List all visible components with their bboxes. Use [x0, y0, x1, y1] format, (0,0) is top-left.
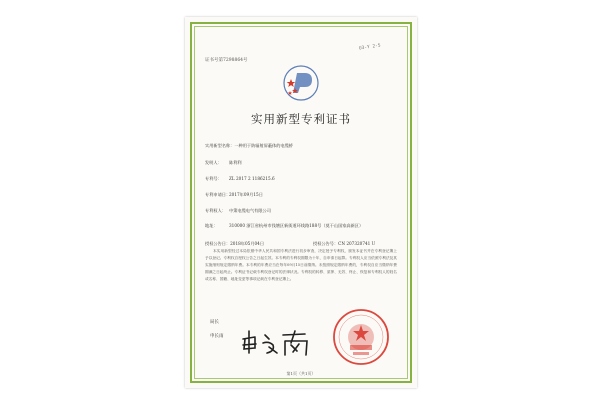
field-value: 2018年05月04日: [230, 241, 265, 246]
field-inventor: [205, 160, 242, 166]
field-grant-number: [313, 241, 375, 247]
field-grant-date: [205, 241, 264, 247]
page-number: 第1页（共1页）: [286, 371, 316, 376]
handwritten-note: U3-Y 2-5: [359, 43, 382, 52]
field-value: 一种用于防辐射屏蔽体的电缆桥: [234, 143, 293, 148]
certificate-title: 实用新型专利证书: [251, 112, 351, 126]
field-label: 专利权人：: [205, 208, 226, 213]
field-label: 专利号：: [205, 176, 222, 181]
field-label: 实用新型名称：: [205, 143, 235, 148]
certificate-number: 证书号第7298864号: [205, 58, 248, 63]
field-patentee: [205, 208, 271, 214]
field-value: 陈利利: [229, 160, 242, 165]
field-label: 专利申请日：: [205, 192, 231, 197]
director-signature: [239, 329, 315, 357]
field-address: [205, 223, 393, 229]
patent-office-logo-icon: [281, 63, 321, 103]
field-patent-number: [205, 176, 275, 182]
field-value: CN 207320741 U: [338, 241, 376, 246]
field-label: 授权公告日：: [205, 241, 231, 246]
official-seal: [331, 307, 391, 367]
field-utility-model-name: [205, 143, 293, 149]
patent-certificate: [185, 17, 417, 388]
address-value: 310000 浙江省杭州市钱塘区新街道环线路188号（莫干山国家高新区）: [229, 223, 364, 228]
field-label: 地址：: [205, 223, 218, 228]
field-value: 2017年09月15日: [229, 192, 263, 197]
field-label: 授权公告号：: [313, 241, 339, 246]
field-value: 中策电缆电气有限公司: [229, 208, 271, 213]
field-value: ZL 2017 2 1186215.6: [229, 176, 275, 181]
field-label: 发明人：: [205, 160, 222, 165]
field-application-date: [205, 192, 263, 198]
director-title: 局长: [210, 320, 219, 325]
certificate-body-text: 本实用新型经过本局依照中华人民共和国专利法进行初步审查，决定授予专利权，颁发本证书并在专利登记簿上予以登记。专利权自授权公告之日起生效。本专利的专利权期限为十年，自申请日起算。专利权人应当依照专利法及其实施细则规定缴纳年费。本专利的年费应当在每年09月15日前缴纳。未按照规定缴纳年费的，专利权自应当缴纳年费期满之日起终止。专利证书记载专利权登记时的法律状况。专利权的转移、质押、无效、终止、恢复和专利权人的姓名或名称、国籍、地址变更等事项记载在专利登记簿上。: [205, 249, 397, 281]
director-name: 申长雨: [210, 334, 224, 339]
